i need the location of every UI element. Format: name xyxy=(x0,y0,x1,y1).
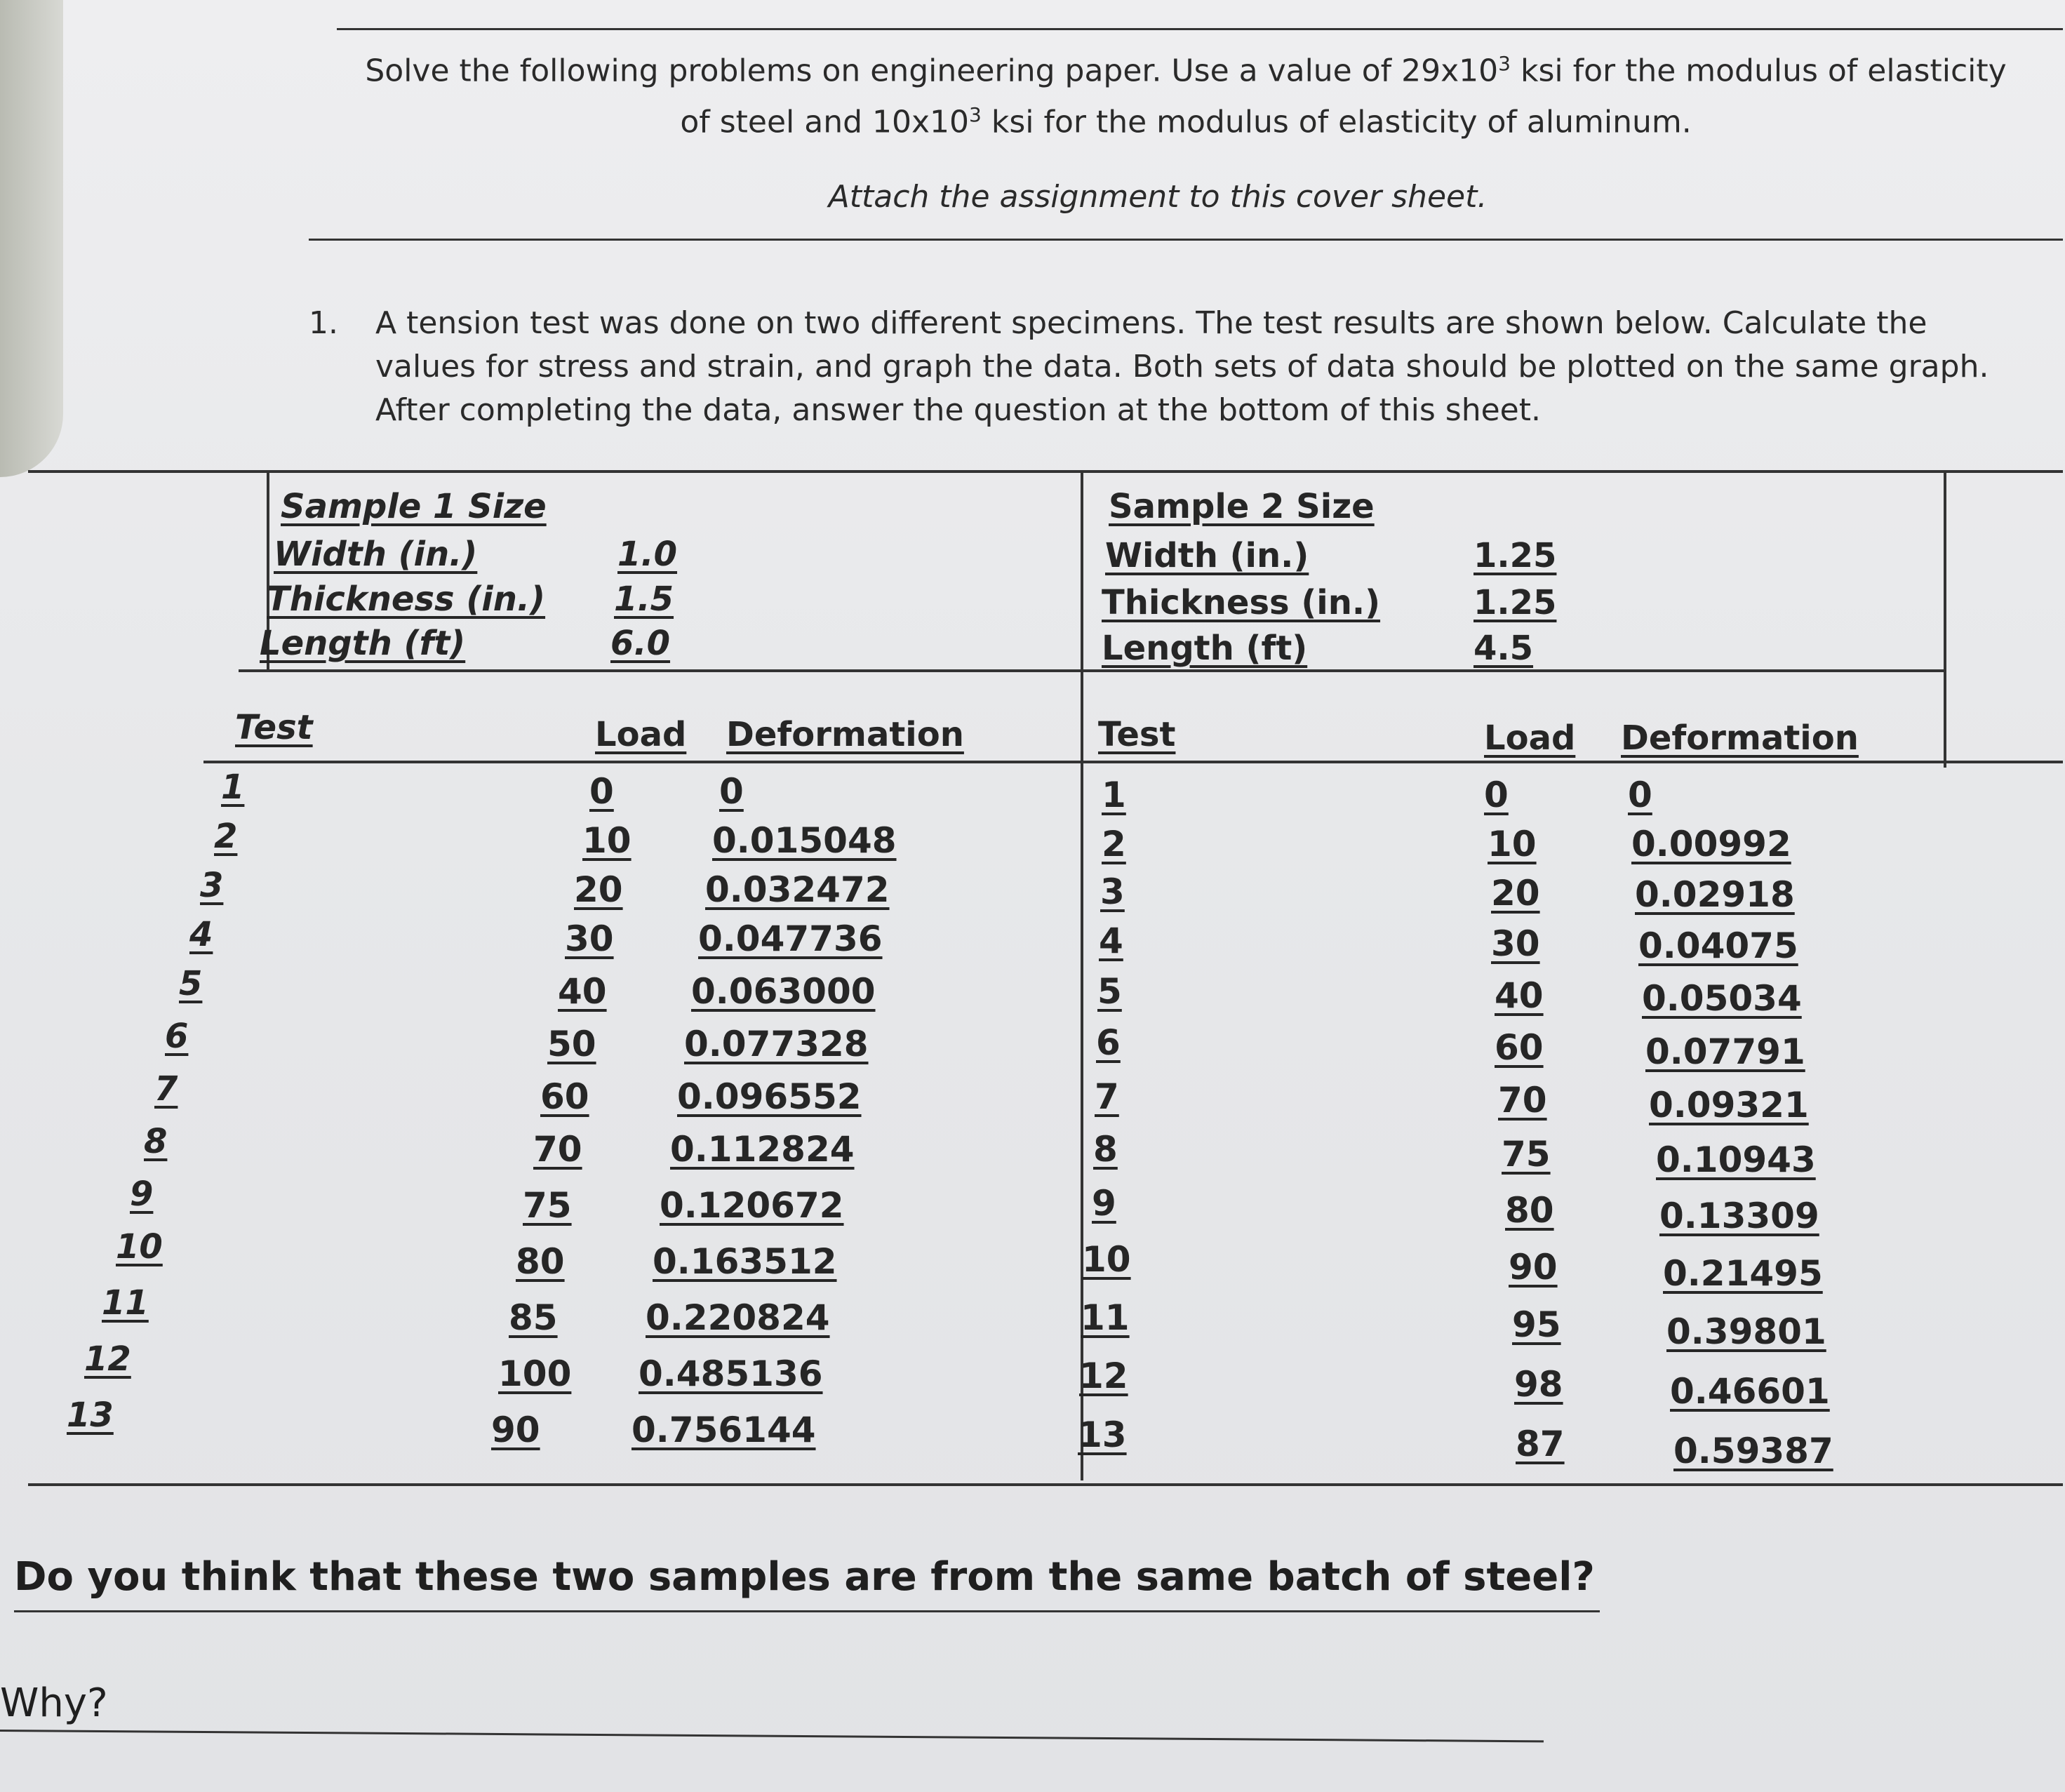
sample1-load: 100 xyxy=(498,1353,572,1394)
sample1-deformation: 0.220824 xyxy=(646,1297,830,1338)
sample1-load: 10 xyxy=(582,820,631,861)
sample1-width-label: Width (in.) xyxy=(274,535,478,574)
instructions-part1: Solve the following problems on engineering paper. Use a value of 29x10 xyxy=(365,53,1499,89)
sample1-test: 6 xyxy=(165,1017,189,1056)
sample1-load: 85 xyxy=(509,1297,558,1338)
sample1-deformation: 0.032472 xyxy=(705,869,890,910)
sample1-test: 8 xyxy=(144,1122,168,1161)
sample2-deformation: 0.10943 xyxy=(1656,1139,1816,1180)
sample2-test: 10 xyxy=(1082,1239,1131,1280)
sample2-test: 1 xyxy=(1102,775,1126,815)
why-answer-line xyxy=(0,1730,1544,1742)
data-table xyxy=(28,470,2063,1486)
sample1-test: 3 xyxy=(200,866,224,905)
sample1-load: 80 xyxy=(516,1241,565,1282)
sample1-load: 40 xyxy=(558,971,607,1012)
sample2-load: 30 xyxy=(1491,923,1540,964)
sample1-test: 10 xyxy=(116,1227,163,1266)
sample2-test: 8 xyxy=(1093,1129,1118,1170)
sample1-deformation: 0.163512 xyxy=(653,1241,837,1282)
sample2-deformation: 0.00992 xyxy=(1631,824,1791,864)
sample2-load: 70 xyxy=(1498,1080,1547,1121)
sample2-deformation: 0.07791 xyxy=(1645,1031,1805,1072)
sample1-test: 13 xyxy=(67,1396,114,1435)
sample2-deformation: 0.39801 xyxy=(1666,1311,1826,1352)
sample2-width-value: 1.25 xyxy=(1473,536,1557,575)
sample2-load: 20 xyxy=(1491,873,1540,914)
sample1-test: 9 xyxy=(130,1175,154,1214)
sample1-length-label: Length (ft) xyxy=(260,624,466,663)
sample2-deformation: 0.59387 xyxy=(1673,1431,1833,1471)
instructions-text xyxy=(351,42,2021,144)
sample1-deformation: 0.077328 xyxy=(684,1024,869,1064)
sample2-test: 4 xyxy=(1099,921,1123,961)
sample2-test: 2 xyxy=(1102,824,1126,864)
table-right-divider xyxy=(1944,473,1946,768)
sample2-test-header: Test xyxy=(1098,715,1176,754)
instructions-part3: ksi for the modulus of elasticity of aluminum. xyxy=(981,104,1692,140)
sample1-deformation: 0 xyxy=(719,771,744,812)
instructions-part2: ksi for the modulus of elasticity of steel and 10x10 xyxy=(680,53,2007,140)
sample1-thickness-label: Thickness (in.) xyxy=(267,580,546,619)
sample1-load: 20 xyxy=(574,869,623,910)
sample1-load: 50 xyxy=(547,1024,596,1064)
sample2-load-header: Load xyxy=(1484,718,1576,758)
sample1-test: 7 xyxy=(154,1069,178,1109)
sample2-width-label: Width (in.) xyxy=(1105,536,1309,575)
sample1-deformation: 0.756144 xyxy=(631,1410,816,1450)
sample1-thickness-value: 1.5 xyxy=(614,580,674,619)
sample2-deformation: 0 xyxy=(1628,775,1652,815)
sample2-test: 13 xyxy=(1078,1415,1127,1455)
sample1-deformation: 0.063000 xyxy=(691,971,876,1012)
sample1-deformation: 0.015048 xyxy=(712,820,897,861)
sample2-load: 60 xyxy=(1495,1027,1544,1068)
sample1-deformation: 0.112824 xyxy=(670,1129,855,1170)
sample2-load: 10 xyxy=(1488,824,1537,864)
sample1-load: 75 xyxy=(523,1185,572,1226)
sample1-test: 4 xyxy=(189,915,213,954)
sample2-test: 7 xyxy=(1095,1076,1119,1117)
sample1-deformation-header: Deformation xyxy=(726,715,964,754)
sample1-load: 70 xyxy=(533,1129,582,1170)
sample1-width-value: 1.0 xyxy=(617,535,678,574)
sample2-deformation: 0.05034 xyxy=(1642,978,1802,1019)
sample2-thickness-value: 1.25 xyxy=(1473,583,1557,622)
sample1-load: 60 xyxy=(540,1076,589,1117)
sample1-test: 11 xyxy=(102,1283,149,1323)
sample2-test: 3 xyxy=(1100,871,1125,912)
sample2-test: 5 xyxy=(1097,971,1122,1012)
sample1-load-header: Load xyxy=(595,715,687,754)
modulus-exponent-steel: 3 xyxy=(1498,52,1511,75)
sample2-test: 6 xyxy=(1096,1022,1121,1063)
sample1-deformation: 0.120672 xyxy=(660,1185,844,1226)
sample2-deformation: 0.04075 xyxy=(1638,925,1798,966)
sample1-test: 2 xyxy=(214,817,238,856)
sample1-load: 0 xyxy=(589,771,614,812)
sample1-load: 30 xyxy=(565,918,614,959)
size-section-rule xyxy=(239,669,1944,672)
sample1-test-header: Test xyxy=(235,708,313,747)
sample2-length-value: 4.5 xyxy=(1473,629,1534,668)
sample2-load: 95 xyxy=(1512,1304,1561,1345)
problem-text: A tension test was done on two different specimens. The test results are shown below. Calculate the values for stress and strain, and graph the data. Both sets of data should be plotted on the same graph. After completing the data, answer the question at the bottom of this sheet. xyxy=(375,305,1989,428)
sample2-load: 0 xyxy=(1484,775,1509,815)
top-rule xyxy=(337,28,2063,30)
sample2-test: 11 xyxy=(1081,1297,1130,1338)
sample2-deformation-header: Deformation xyxy=(1621,718,1859,758)
sample1-test: 12 xyxy=(84,1339,131,1379)
question-answer-line xyxy=(14,1610,1600,1612)
sample2-load: 98 xyxy=(1514,1364,1563,1405)
sample1-test: 1 xyxy=(221,768,245,807)
sample2-length-label: Length (ft) xyxy=(1102,629,1308,668)
attach-note: Attach the assignment to this cover sheet. xyxy=(828,179,1488,215)
question-text: Do you think that these two samples are from the same batch of steel? xyxy=(14,1554,1595,1600)
sample2-deformation: 0.13309 xyxy=(1659,1196,1819,1236)
modulus-exponent-aluminum: 3 xyxy=(969,102,982,126)
sample2-deformation: 0.21495 xyxy=(1663,1253,1823,1294)
sample1-length-value: 6.0 xyxy=(610,624,671,663)
sample2-load: 75 xyxy=(1502,1134,1551,1175)
sample2-deformation: 0.02918 xyxy=(1635,874,1795,915)
paper-shadow-corner xyxy=(0,0,63,477)
sample2-thickness-label: Thickness (in.) xyxy=(1102,583,1381,622)
sample2-deformation: 0.46601 xyxy=(1670,1371,1830,1412)
sample2-test: 12 xyxy=(1079,1356,1128,1396)
sample2-load: 87 xyxy=(1516,1424,1565,1464)
column-header-rule xyxy=(203,761,2063,763)
sample1-size-title: Sample 1 Size xyxy=(281,487,547,526)
attach-rule xyxy=(309,239,2063,241)
sample1-load: 90 xyxy=(491,1410,540,1450)
sample2-test: 9 xyxy=(1092,1183,1116,1224)
sample2-size-title: Sample 2 Size xyxy=(1109,487,1375,526)
sample2-load: 40 xyxy=(1495,975,1544,1016)
sample1-test: 5 xyxy=(179,964,203,1003)
sample2-load: 90 xyxy=(1509,1247,1558,1288)
sample1-deformation: 0.485136 xyxy=(639,1353,823,1394)
problem-number: 1. xyxy=(309,305,338,341)
sample1-deformation: 0.047736 xyxy=(698,918,883,959)
why-label: Why? xyxy=(0,1680,108,1726)
sample2-load: 80 xyxy=(1505,1190,1554,1231)
sample1-deformation: 0.096552 xyxy=(677,1076,862,1117)
sample2-deformation: 0.09321 xyxy=(1649,1085,1809,1125)
